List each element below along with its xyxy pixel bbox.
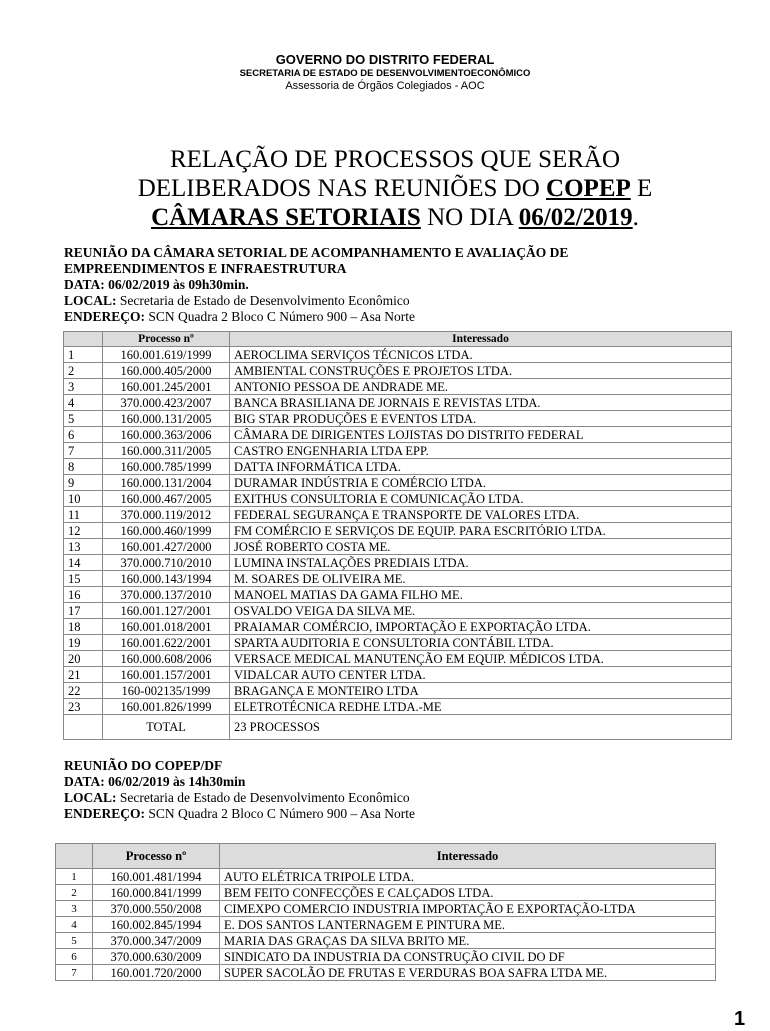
row-number: 1 [56,869,93,885]
row-interessado: JOSÉ ROBERTO COSTA ME. [230,539,732,555]
section1-heading-2: EMPREENDIMENTOS E INFRAESTRUTURA [64,261,347,276]
row-interessado: CIMEXPO COMERCIO INDUSTRIA IMPORTAÇÃO E EXPORTAÇÃO-LTDA [220,901,716,917]
row-processo: 160.000.841/1999 [93,885,220,901]
table-row [56,917,716,933]
row-interessado: CÂMARA DE DIRIGENTES LOJISTAS DO DISTRITO FEDERAL [230,427,732,443]
row-number: 16 [64,587,103,603]
row-interessado: VERSACE MEDICAL MANUTENÇÃO EM EQUIP. MÉDICOS LTDA. [230,651,732,667]
row-number: 9 [64,475,103,491]
row-interessado: AEROCLIMA SERVIÇOS TÉCNICOS LTDA. [230,347,732,363]
col-header-processo: Processo nº [103,332,230,347]
row-processo: 370.000.630/2009 [93,949,220,965]
row-processo: 370.000.347/2009 [93,933,220,949]
row-processo: 160.002.845/1994 [93,917,220,933]
row-processo: 160.001.427/2000 [103,539,230,555]
row-number: 7 [64,443,103,459]
row-processo: 160.001.245/2001 [103,379,230,395]
col-header-number [56,844,93,869]
row-number: 7 [56,965,93,981]
row-number: 19 [64,635,103,651]
table-row [64,379,732,395]
row-number: 2 [56,885,93,901]
total-value: 23 PROCESSOS [230,715,732,740]
table-row [64,507,732,523]
row-interessado: ELETROTÉCNICA REDHE LTDA.-ME [230,699,732,715]
row-number: 22 [64,683,103,699]
section1-heading-1: REUNIÃO DA CÂMARA SETORIAL DE ACOMPANHAMENTO E AVALIAÇÃO DE [64,245,569,260]
table-row [64,635,732,651]
table-row [64,571,732,587]
row-processo: 160.001.127/2001 [103,603,230,619]
table-row [64,347,732,363]
row-interessado: M. SOARES DE OLIVEIRA ME. [230,571,732,587]
row-processo: 370.000.119/2012 [103,507,230,523]
row-interessado: OSVALDO VEIGA DA SILVA ME. [230,603,732,619]
row-processo: 160.001.826/1999 [103,699,230,715]
table-header-row [64,332,732,347]
table-row [64,363,732,379]
row-processo: 160.000.131/2005 [103,411,230,427]
row-interessado: ANTONIO PESSOA DE ANDRADE ME. [230,379,732,395]
table-row [64,699,732,715]
row-interessado: DATTA INFORMÁTICA LTDA. [230,459,732,475]
row-number: 15 [64,571,103,587]
section-camara-setorial [64,245,724,325]
row-processo: 160.000.460/1999 [103,523,230,539]
row-interessado: SPARTA AUDITORIA E CONSULTORIA CONTÁBIL LTDA. [230,635,732,651]
row-number: 17 [64,603,103,619]
row-processo: 160.001.481/1994 [93,869,220,885]
row-interessado: PRAIAMAR COMÉRCIO, IMPORTAÇÃO E EXPORTAÇÃO LTDA. [230,619,732,635]
table-row [56,949,716,965]
row-number: 21 [64,667,103,683]
section2-address: ENDEREÇO: SCN Quadra 2 Bloco C Número 900 – Asa Norte [64,806,415,821]
table-row [64,603,732,619]
row-processo: 160.000.405/2000 [103,363,230,379]
table-header-row [56,844,716,869]
row-interessado: BEM FEITO CONFECÇÕES E CALÇADOS LTDA. [220,885,716,901]
table-row [64,475,732,491]
row-number: 8 [64,459,103,475]
section1-date: DATA: 06/02/2019 às 09h30min. [64,277,249,292]
page-number: 1 [734,1008,746,1030]
row-number: 18 [64,619,103,635]
table-row [64,523,732,539]
col-header-interessado: Interessado [220,844,716,869]
row-processo: 370.000.710/2010 [103,555,230,571]
section-copep [64,758,415,822]
row-interessado: MARIA DAS GRAÇAS DA SILVA BRITO ME. [220,933,716,949]
row-interessado: SUPER SACOLÃO DE FRUTAS E VERDURAS BOA SAFRA LTDA ME. [220,965,716,981]
row-number: 23 [64,699,103,715]
row-processo: 160.000.467/2005 [103,491,230,507]
row-interessado: AUTO ELÉTRICA TRIPOLE LTDA. [220,869,716,885]
total-label: TOTAL [103,715,230,740]
col-header-number [64,332,103,347]
table-row [64,587,732,603]
table-row [64,539,732,555]
title-line-2: DELIBERADOS NAS REUNIÕES DO COPEP E [137,175,653,202]
row-interessado: FEDERAL SEGURANÇA E TRANSPORTE DE VALORES LTDA. [230,507,732,523]
row-processo: 160.000.311/2005 [103,443,230,459]
row-interessado: MANOEL MATIAS DA GAMA FILHO ME. [230,587,732,603]
table-row [56,933,716,949]
row-interessado: BRAGANÇA E MONTEIRO LTDA [230,683,732,699]
row-number: 4 [56,917,93,933]
row-number: 6 [64,427,103,443]
header-org: GOVERNO DO DISTRITO FEDERAL [275,52,495,67]
table-row [64,555,732,571]
row-interessado: CASTRO ENGENHARIA LTDA EPP. [230,443,732,459]
table-row [64,491,732,507]
row-number: 20 [64,651,103,667]
table-row [64,651,732,667]
row-number: 12 [64,523,103,539]
row-processo: 160.001.622/2001 [103,635,230,651]
row-interessado: E. DOS SANTOS LANTERNAGEM E PINTURA ME. [220,917,716,933]
row-number: 6 [56,949,93,965]
row-number: 4 [64,395,103,411]
row-processo: 160.000.785/1999 [103,459,230,475]
row-number: 2 [64,363,103,379]
row-number: 11 [64,507,103,523]
row-processo: 160.001.018/2001 [103,619,230,635]
row-interessado: SINDICATO DA INDUSTRIA DA CONSTRUÇÃO CIVIL DO DF [220,949,716,965]
table-copep-processos [55,843,716,981]
row-processo: 160-002135/1999 [103,683,230,699]
section2-date: DATA: 06/02/2019 às 14h30min [64,774,246,789]
table-total-row [64,715,732,740]
header-secretaria: SECRETARIA DE ESTADO DE DESENVOLVIMENTOECONÔMICO [239,68,531,79]
row-processo: 160.001.619/1999 [103,347,230,363]
row-processo: 370.000.423/2007 [103,395,230,411]
section2-heading: REUNIÃO DO COPEP/DF [64,758,223,773]
table-row [64,427,732,443]
row-number: 3 [64,379,103,395]
table-row [64,411,732,427]
section1-address: ENDEREÇO: SCN Quadra 2 Bloco C Número 900 – Asa Norte [64,309,415,324]
col-header-interessado: Interessado [230,332,732,347]
row-interessado: EXITHUS CONSULTORIA E COMUNICAÇÃO LTDA. [230,491,732,507]
title-line-3: CÂMARAS SETORIAIS NO DIA 06/02/2019. [151,204,639,231]
row-interessado: BANCA BRASILIANA DE JORNAIS E REVISTAS LTDA. [230,395,732,411]
table-row [64,619,732,635]
section1-local: LOCAL: Secretaria de Estado de Desenvolvimento Econômico [64,293,410,308]
title-line-1: RELAÇÃO DE PROCESSOS QUE SERÃO [169,146,621,173]
row-interessado: FM COMÉRCIO E SERVIÇOS DE EQUIP. PARA ESCRITÓRIO LTDA. [230,523,732,539]
row-number: 5 [56,933,93,949]
row-number: 14 [64,555,103,571]
row-interessado: AMBIENTAL CONSTRUÇÕES E PROJETOS LTDA. [230,363,732,379]
table-row [64,395,732,411]
row-number: 1 [64,347,103,363]
table-row [64,459,732,475]
row-interessado: BIG STAR PRODUÇÕES E EVENTOS LTDA. [230,411,732,427]
row-number: 3 [56,901,93,917]
table-camara-processos [63,331,732,740]
document-title [80,145,710,232]
row-processo: 370.000.137/2010 [103,587,230,603]
table-row [64,443,732,459]
header-assessoria: Assessoria de Órgãos Colegiados - AOC [285,80,485,92]
row-number: 10 [64,491,103,507]
table-row [56,885,716,901]
row-processo: 160.000.608/2006 [103,651,230,667]
col-header-processo: Processo nº [93,844,220,869]
table-row [56,965,716,981]
row-processo: 160.001.157/2001 [103,667,230,683]
row-interessado: VIDALCAR AUTO CENTER LTDA. [230,667,732,683]
row-processo: 160.000.131/2004 [103,475,230,491]
table-row [64,683,732,699]
table-row [64,667,732,683]
row-number: 5 [64,411,103,427]
row-processo: 160.000.143/1994 [103,571,230,587]
table-row [56,901,716,917]
row-processo: 160.000.363/2006 [103,427,230,443]
row-interessado: LUMINA INSTALAÇÕES PREDIAIS LTDA. [230,555,732,571]
table-row [56,869,716,885]
row-number: 13 [64,539,103,555]
row-interessado: DURAMAR INDÚSTRIA E COMÉRCIO LTDA. [230,475,732,491]
row-processo: 160.001.720/2000 [93,965,220,981]
row-processo: 370.000.550/2008 [93,901,220,917]
section2-local: LOCAL: Secretaria de Estado de Desenvolvimento Econômico [64,790,410,805]
